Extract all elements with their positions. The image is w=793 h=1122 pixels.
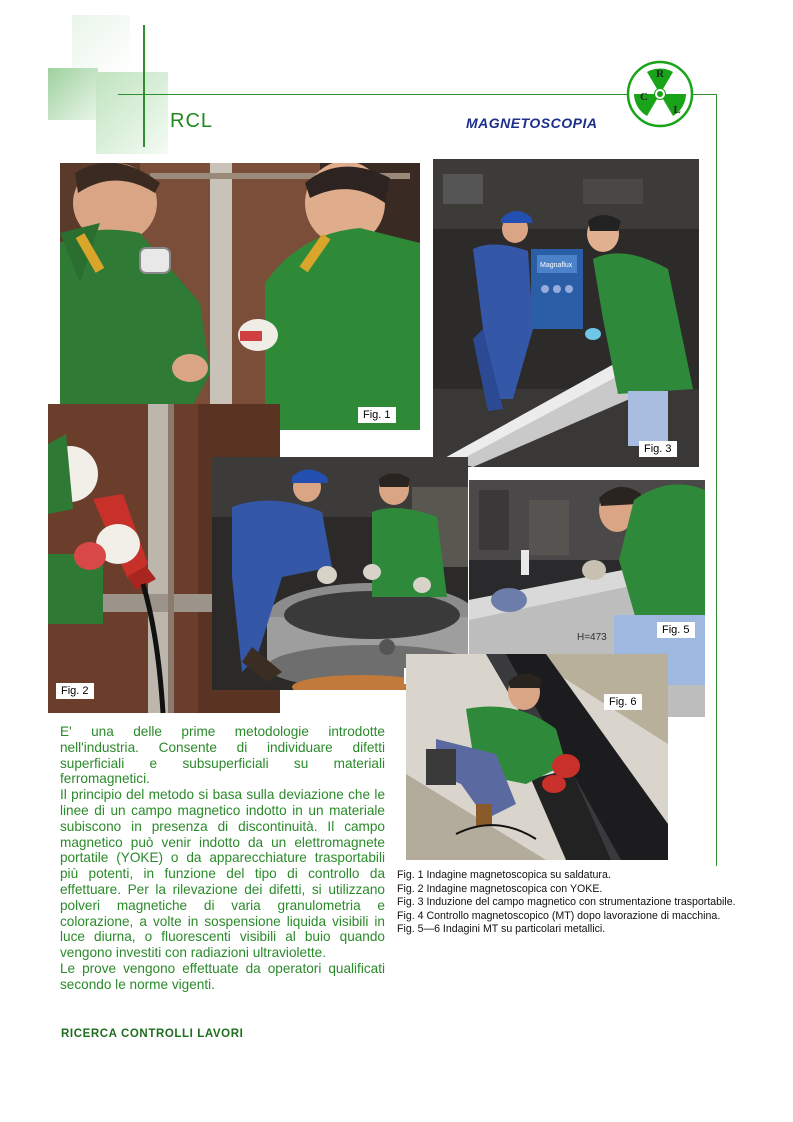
logo-letter-r: R xyxy=(656,68,664,80)
caption-fig4: Fig. 4 Controllo magnetoscopico (MT) dopo lavorazione di macchina. xyxy=(397,909,721,922)
caption-fig5-6: Fig. 5—6 Indagini MT su particolari metallici. xyxy=(397,923,606,936)
caption-fig1: Fig. 1 Indagine magnetoscopica su saldatura. xyxy=(397,869,611,881)
decor-square-2 xyxy=(48,68,98,120)
photo-fig3 xyxy=(433,159,699,467)
caption-fig2: Fig. 2 Indagine magnetoscopica con YOKE. xyxy=(397,882,603,895)
logo-letter-l: L xyxy=(673,104,681,116)
rcl-logo-icon xyxy=(624,60,696,128)
decor-square-1 xyxy=(72,15,130,73)
right-vertical-rule xyxy=(716,94,717,866)
fig2-label: Fig. 2 xyxy=(56,683,94,699)
header-vertical-rule xyxy=(143,25,145,147)
brand-name: RCL xyxy=(170,110,214,132)
photo-fig1 xyxy=(60,163,420,430)
machine-label: Magnaflux xyxy=(540,262,573,269)
decor-square-3 xyxy=(96,72,168,154)
body-paragraph-1: E' una delle prime metodologie introdotte nell'industria. Consente di individuare difetti superficiali e subsuperficiali su materiali ferromagnetici. xyxy=(60,724,385,787)
caption-fig3: Fig. 3 Induzione del campo magnetico con strumentazione trasportabile. xyxy=(397,896,736,909)
fig3-label: Fig. 3 xyxy=(639,441,677,457)
figure-captions xyxy=(397,869,737,937)
fig6-label: Fig. 6 xyxy=(604,694,642,710)
fig5-label: Fig. 5 xyxy=(657,622,695,638)
footer-tagline: RICERCA CONTROLLI LAVORI xyxy=(61,1028,244,1040)
section-title: MAGNETOSCOPIA xyxy=(466,115,598,131)
fig1-label: Fig. 1 xyxy=(358,407,396,423)
logo-letter-c: C xyxy=(640,91,648,103)
photo-fig6 xyxy=(406,654,668,860)
body-paragraph-2: Il principio del metodo si basa sulla deviazione che le linee di un campo magnetico indotto in un materiale subiscono in presenza di discontinuità. Il campo magnetico può venir indotto da un elettromagnete portatile (YOKE) o da apparecchiature trasportabili più potenti, in funzione del tipo di controllo da effettuare. Per la rilevazione dei difetti, si utilizzano polveri magnetiche di varia granulometria e colorazione, a volte in sospensione liquida visibili in luce diurna, o fluorescenti visibili al buio quando vengono investiti con radiazioni ultraviolette. xyxy=(60,787,385,961)
body-paragraph-3: Le prove vengono effettuate da operatori qualificati secondo le norme vigenti. xyxy=(60,960,385,992)
body-text xyxy=(60,724,385,993)
part-marking: H=473 xyxy=(577,632,607,643)
